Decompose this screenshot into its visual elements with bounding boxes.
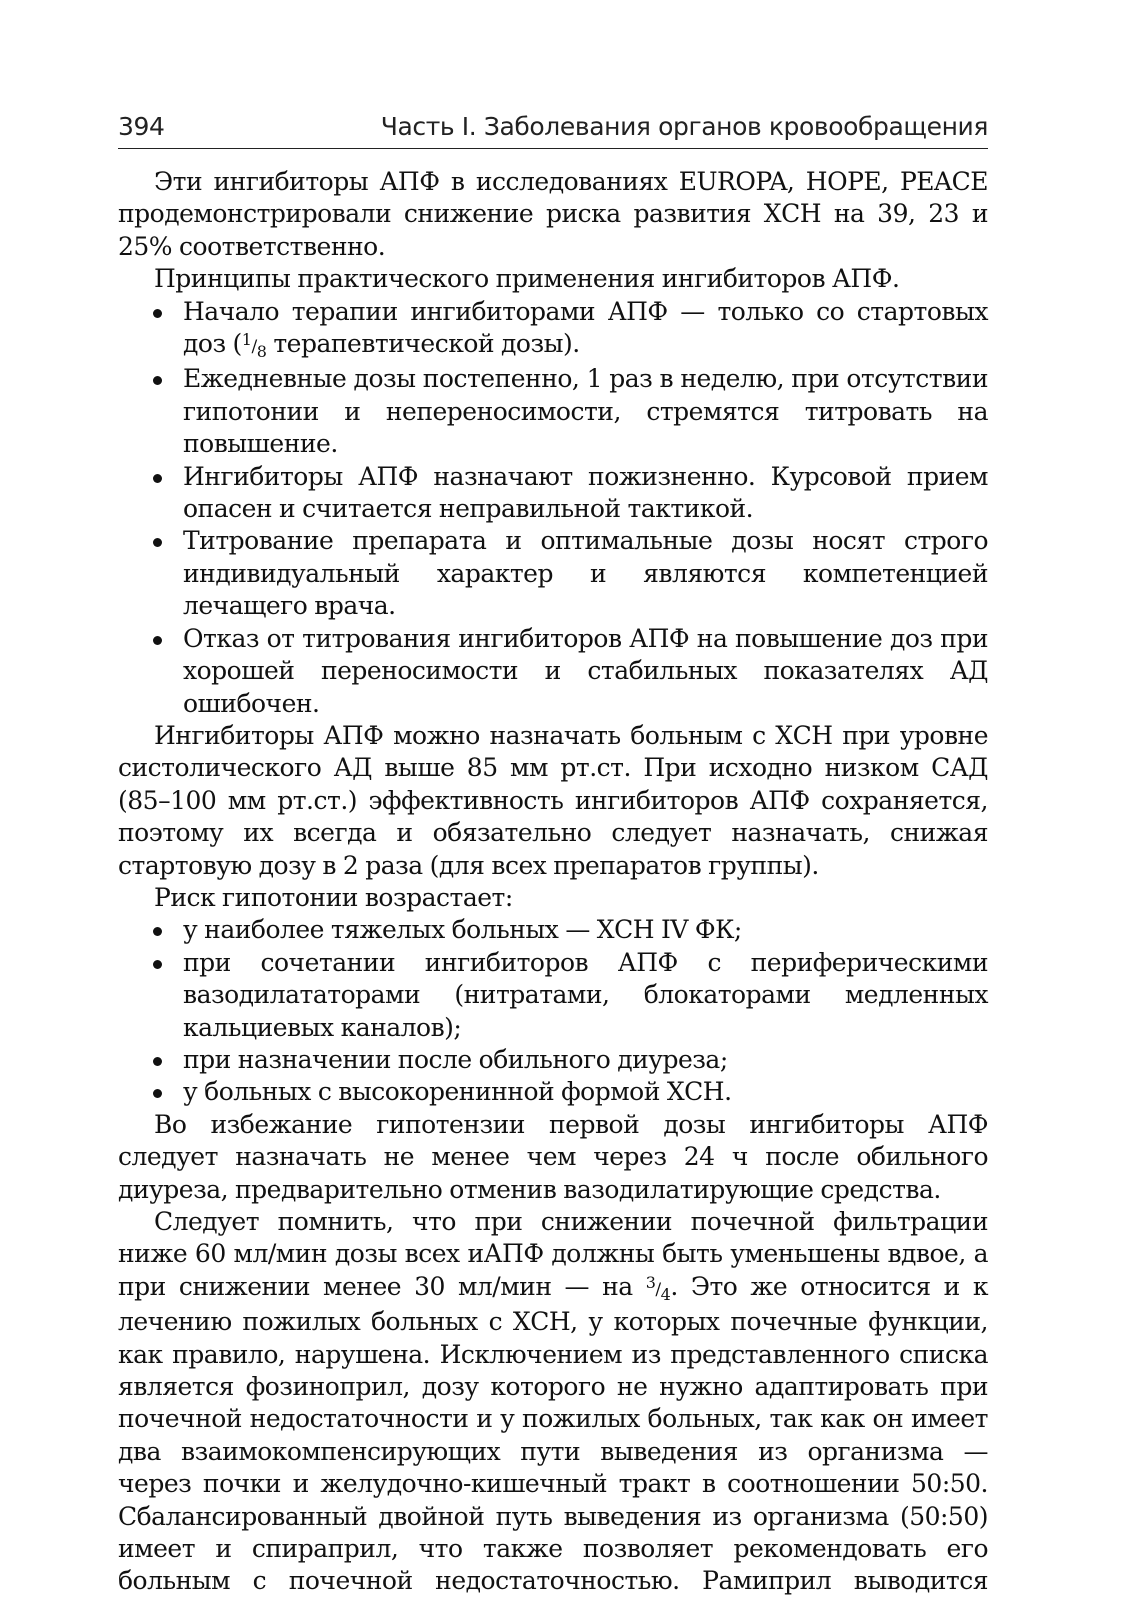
fraction-denominator: 4 <box>660 1284 671 1304</box>
paragraph-text: Следует помнить, что при снижении почечной фильтрации ниже 60 мл/мин дозы всех иАПФ должны быть уменьшены вдвое, а при снижении менее 30 мл/мин — на <box>118 1207 988 1301</box>
bullet-icon <box>153 1057 162 1066</box>
list-item <box>183 525 988 622</box>
paragraph: Принципы практического применения ингибиторов АПФ. <box>154 264 900 294</box>
list-item-text: Титрование препарата и оптимальные дозы носят строго индивидуальный характер и являются компетенцией лечащего врача. <box>183 526 988 621</box>
paragraph: Ингибиторы АПФ можно назначать больным с ХСН при уровне систолического АД выше 85 мм рт.ст. При исходно низком САД (85–100 мм рт.ст.) эффективность ингибиторов АПФ сохраняется, поэтому их всегда и обязательно следует назначать, снижая стартовую дозу в 2 раза (для всех препаратов группы). <box>118 720 988 880</box>
paragraph <box>118 1206 988 1598</box>
list-item-text: при сочетании ингибиторов АПФ с периферическими вазодилататорами (нитратами, блокаторами медленных кальциевых каналов); <box>183 947 988 1042</box>
bullet-icon <box>153 1089 162 1098</box>
list-item-text: Начало терапии ингибиторами АПФ — только со стартовых доз ( <box>183 296 988 359</box>
list-item <box>183 914 988 946</box>
paragraph: Риск гипотонии возрастает: <box>154 882 513 912</box>
bullet-icon <box>153 474 162 483</box>
list-item <box>183 623 988 720</box>
list-item <box>183 1044 988 1076</box>
list-item-text: Ингибиторы АПФ назначают пожизненно. Курсовой прием опасен и считается неправильной тактикой. <box>183 461 988 524</box>
list-item-text: у наиболее тяжелых больных — ХСН IV ФК; <box>183 915 742 945</box>
bullet-icon <box>153 927 162 936</box>
paragraph-text: . Это же относится и к лечению пожилых больных с ХСН, у которых почечные функции, как правило, нарушена. Исключением из представленного списка является фозиноприл, дозу которого не нужно адаптировать при почечной недостаточности и у пожилых больных, так как он имеет два взаимокомпенсирующих пути выведения из организма — через почки и желудочно-кишечный тракт в соотношении 50:50. Сбалансированный двойной путь выведения из организма (50:50) имеет и спираприл, что также позволяет рекомендовать его больным с почечной недостаточностью. Рамиприл выводится <box>118 1271 988 1596</box>
chapter-title: Часть I. Заболевания органов кровообращения <box>380 112 988 141</box>
running-header <box>118 112 988 149</box>
fraction-numerator: 1 <box>241 330 252 350</box>
bullet-list <box>118 296 988 720</box>
fraction: $^1/_8$ <box>241 330 267 362</box>
bullet-icon <box>153 636 162 645</box>
list-item-text: при назначении после обильного диуреза; <box>183 1044 728 1074</box>
fraction: $^3/_4$ <box>645 1272 671 1304</box>
page-number: 394 <box>118 112 165 141</box>
list-item-text: Отказ от титрования ингибиторов АПФ на повышение доз при хорошей переносимости и стабильных показателях АД ошибочен. <box>183 623 988 718</box>
bullet-icon <box>153 960 162 969</box>
bullet-icon <box>153 376 162 385</box>
list-item <box>183 1076 988 1108</box>
list-item <box>183 296 988 364</box>
list-item <box>183 363 988 460</box>
bullet-icon <box>153 538 162 547</box>
page-body <box>118 166 988 1598</box>
bullet-icon <box>153 309 162 318</box>
bullet-list <box>118 914 988 1108</box>
list-item <box>183 947 988 1044</box>
list-item-text: Ежедневные дозы постепенно, 1 раз в неделю, при отсутствии гипотонии и непереносимости, стремятся титровать на повышение. <box>183 364 988 459</box>
fraction-denominator: 8 <box>256 342 267 362</box>
paragraph: Во избежание гипотензии первой дозы ингибиторы АПФ следует назначать не менее чем через 24 ч после обильного диуреза, предварительно отменив вазодилатирующие средства. <box>118 1109 988 1204</box>
paragraph: Эти ингибиторы АПФ в исследованиях EUROPA, HOPE, PEACE продемонстрировали снижение риска развития ХСН на 39, 23 и 25% соответственно. <box>118 167 988 261</box>
list-item-text: терапевтической дозы). <box>266 329 580 359</box>
fraction-numerator: 3 <box>645 1272 656 1292</box>
list-item <box>183 461 988 526</box>
list-item-text: у больных с высокоренинной формой ХСН. <box>183 1077 732 1107</box>
